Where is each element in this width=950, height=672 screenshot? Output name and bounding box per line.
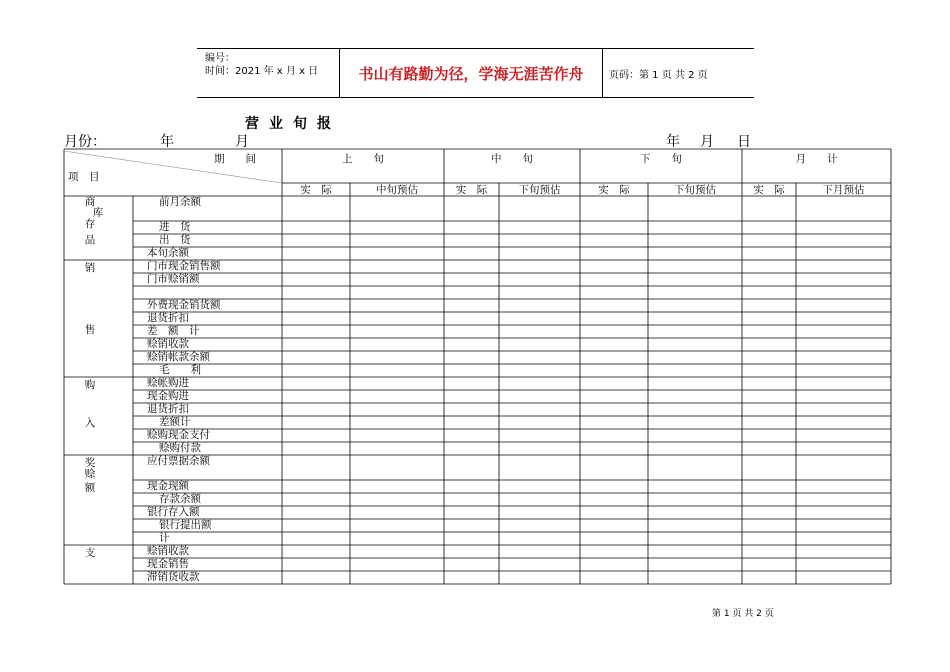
row-item-label: 本旬余额: [147, 247, 189, 259]
row-item-label: 现金现额: [147, 480, 189, 492]
group-label-char: 售: [84, 324, 96, 336]
group-label-char: 库: [92, 207, 104, 219]
row-item-label: 应付票据余额: [147, 455, 210, 467]
period-header: 下 旬: [640, 153, 682, 165]
period-header: 月 计: [795, 153, 838, 165]
row-item-label: 赊销收款: [147, 338, 189, 350]
row-item-label: 存款余额: [159, 493, 201, 505]
group-label-char: 商: [84, 196, 96, 208]
row-item-label: 赊销收款: [147, 545, 189, 557]
group-label-char: 购: [84, 379, 96, 391]
corner-period-label: 期 间: [214, 153, 256, 165]
row-item-label: 赊帐购进: [147, 377, 189, 389]
row-item-label: 差额计: [159, 416, 191, 428]
group-label-char: 奖: [84, 457, 96, 469]
year-marker-right: 年: [666, 134, 680, 150]
year-marker-left: 年: [160, 134, 174, 150]
row-item-label: 银行提出额: [159, 519, 212, 531]
subhead-label: 下旬预估: [518, 184, 561, 196]
group-label-char: 支: [84, 547, 96, 559]
month-label: 月份：: [64, 134, 106, 150]
row-item-label: 赊销帐款余额: [147, 351, 210, 363]
subhead-label: 实 际: [300, 184, 332, 196]
subhead-label: 实 际: [598, 184, 630, 196]
group-label-char: 赊: [84, 468, 96, 480]
subhead-label: 实 际: [753, 184, 785, 196]
row-item-label: 赊购现金支付: [147, 429, 210, 441]
page-footer: 第 1 页 共 2 页: [712, 609, 774, 619]
row-item-label: 前月余额: [159, 196, 201, 208]
day-marker-right: 日: [737, 134, 751, 150]
group-label-char: 额: [84, 482, 96, 494]
period-header: 上 旬: [342, 153, 384, 165]
row-item-label: 进 货: [159, 221, 191, 233]
row-item-label: 滞销货收款: [147, 571, 200, 583]
row-item-label: 毛 利: [159, 364, 201, 376]
header-motto: 书山有路勤为径，学海无涯苦作舟: [340, 49, 603, 97]
row-item-label: 出 货: [159, 234, 191, 246]
period-header: 中 旬: [491, 153, 533, 165]
number-label: 编号：: [205, 53, 235, 64]
row-item-label: 现金购进: [147, 390, 189, 402]
row-item-label: 门市赊销额: [147, 273, 200, 285]
row-item-label: 差 额 计: [147, 325, 200, 337]
row-item-label: 门市现金销售额: [147, 260, 221, 272]
row-item-label: 计: [159, 532, 170, 544]
month-marker-right: 月: [700, 134, 714, 150]
time-label: 时间：2021 年 x 月 x 日: [205, 66, 319, 77]
group-label-char: 存: [84, 218, 96, 230]
row-item-label: 现金销售: [147, 558, 189, 570]
page-indicator: 页码：第 1 页 共 2 页: [609, 69, 708, 81]
row-item-label: 银行存入额: [147, 506, 200, 518]
row-item-label: 退货折扣: [147, 403, 189, 415]
subhead-label: 实 际: [455, 184, 488, 196]
corner-item-label: 项 目: [68, 171, 100, 183]
group-label-char: 品: [84, 234, 96, 246]
subhead-label: 下月预估: [822, 184, 865, 196]
report-title: 营业旬报: [245, 116, 341, 132]
month-marker-left: 月: [235, 134, 249, 150]
row-item-label: 赊购付款: [159, 442, 201, 454]
subhead-label: 中旬预估: [376, 184, 418, 196]
row-item-label: 外费现金销货额: [147, 299, 221, 311]
group-label-char: 入: [84, 417, 96, 429]
subhead-label: 下旬预估: [674, 184, 716, 196]
row-item-label: 退货折扣: [147, 312, 189, 324]
group-label-char: 销: [84, 262, 96, 274]
